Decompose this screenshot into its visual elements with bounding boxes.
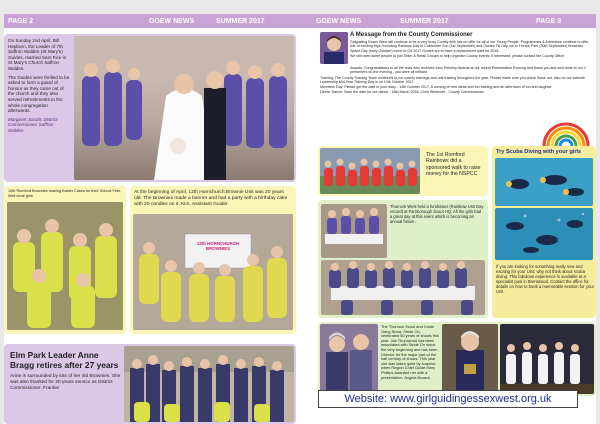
gang-text: The Thurrock Scout and Guide Gang Show, Stride On, celebrated 50 years of shows this year. Jan Thumwood has been associated with Stride On since the very beginning and has been Director for the major part of the half century of shows. This year she was taken quite by surprise when Region Chief Guide Mary Phillips awarded her with a presentation. Angela Broach [381, 324, 439, 380]
header-title: GGEW NEWS [149, 17, 195, 25]
retire-text: Anne is surrounded by lots of her old Brownies. She was also thanked for 20 years service as District Commissioner. Frankie [10, 374, 121, 391]
commissioner-text-6: Dinner Dance: Save the date for our dance - 18th March 2018. Chris Whitmore - County Commissioner [320, 90, 484, 95]
wedding-signature: Margaret Jacobs District Commissioner Saffron Walden [8, 116, 58, 133]
scuba-text: If you are looking for something really new and exciting for your Unit, why not think about scuba diving. This fabulous experience is available at a specialist pool in Brentwood. Contact the office for details on how to book a memorable session for your Unit. [496, 264, 594, 295]
commissioner-portrait [320, 32, 348, 64]
wedding-text: On Sunday 2nd April, Bill Hepburn, the Leader of 7th Saffron Walden (St Mary's) Guides, married Sam Fice in St Mary's Church Saffron Walden. [8, 38, 67, 71]
page-header [4, 14, 300, 28]
retire-photo-illustration [124, 346, 294, 422]
gang-photo-2-illustration [442, 324, 498, 394]
wedding-story [4, 34, 296, 182]
hornchurch-text: At the beginning of April, 12th Hornchurch Brownie Unit was 20 years old. The Brownies made a banner and had a party with a birthday cake with 20 candles on it. Kim, Assistant Guider. [134, 190, 288, 207]
cakes-photo-illustration [7, 202, 123, 330]
gang-photo-1-illustration [320, 324, 378, 394]
scouthall-photo-2-illustration [321, 260, 485, 315]
commissioner-text-2: We still need some people to join Team & Retail Groups to help organise County events. If interested, please contact the County Office. [350, 53, 565, 58]
commissioner-title: A Message from the County Commissioner [350, 32, 473, 38]
website-link[interactable]: Website: www.girlguidingessexwest.org.uk [318, 390, 578, 408]
gang-story [318, 322, 596, 396]
scuba-story [492, 146, 596, 318]
gang-photo-3 [500, 324, 594, 394]
scuba-photo-2-illustration [495, 208, 593, 260]
gang-photo-1 [320, 324, 378, 394]
hornchurch-photo [133, 214, 293, 330]
commissioner-text-5: Members Day: Please get the date in your diary - 14th October 2017. A coming of new ideas and fun training and an afternoon of fun and laughter. [320, 85, 553, 90]
wedding-photo-illustration [74, 36, 294, 180]
scouthall-photo-1-illustration [321, 204, 387, 258]
hornchurch-story [130, 186, 296, 334]
header-issue: SUMMER 2017 [216, 17, 265, 25]
rainbows-text: The 1st Romford Rainbows did a sponsored walk to raise money for the NSPCC [426, 152, 481, 178]
retire-photo [124, 346, 294, 422]
scouthall-story [318, 200, 488, 318]
scouthall-text: Thurrock West held a fundraiser (Rainbow Unit Day record) at Farnborough Scout HQ. All the girls had a great day at this event which is becoming an annual fixture. [390, 204, 484, 224]
retire-title: Elm Park Leader Anne Bragg retires after 27 years [10, 350, 119, 370]
wedding-photo [74, 36, 294, 180]
wedding-text-2: The Guides were thrilled to be asked to form a guard of honour as they came out of the church and they also served refreshments to the whole congregation afterwards. [8, 74, 70, 114]
commissioner-text-3: Awards: Congratulations to all the units who received Jack Petchey Awards at our recent Presentation Evening and thank you and well done to our 4 performers on the evening - you were all brilliant. [350, 66, 586, 75]
scuba-photo-2 [495, 208, 593, 260]
rainbows-photo [320, 148, 420, 194]
rainbows-photo-illustration [320, 148, 420, 194]
scouthall-photo-1 [321, 204, 387, 258]
page-number: PAGE 3 [536, 17, 562, 25]
rainbow-icon [538, 118, 594, 148]
scuba-photo-1 [495, 158, 593, 206]
commissioner-portrait-illustration [320, 32, 348, 64]
birthday-banner: 12th HORNCHURCH BROWNIES [196, 241, 240, 251]
page-3 [300, 14, 596, 424]
scouthall-photo-2 [321, 260, 485, 315]
commissioner-text: Girlguiding Essex West will continue to be a very busy County with lots on offer for all of our Young People. Programmes & Adventure continue to offer lots of exciting trips, including Rainbow Day to Colchester Zoo (1st September) and Guides Tilt Day out to Thorpe Park (30th September) Brownies Space Day (early October) come to Go 2017 Guides are to have a replacement date for 2018. [350, 40, 589, 53]
commissioner-text-4: Training: The County Training Team continues to run county trainings and unit training throughout the year. Please make sure you check these out, also on our website. Leadership Mid-Year Training Day is on 14th October 2017. [320, 75, 586, 84]
page-2 [4, 14, 300, 424]
page-header [300, 14, 596, 28]
retire-story [4, 344, 296, 424]
gang-photo-3-illustration [500, 324, 594, 394]
header-title: GGEW NEWS [316, 17, 362, 25]
cakes-photo [7, 202, 123, 330]
gang-photo-2 [442, 324, 498, 394]
rainbows-story [318, 146, 488, 196]
cakes-caption: 10th Romford Brownies making Easter Cakes for their School Fete. Well done girls [8, 189, 122, 198]
page-number: PAGE 2 [8, 17, 34, 25]
scuba-title: Try Scuba Diving with your girls [496, 149, 582, 155]
scuba-photo-1-illustration [495, 158, 593, 206]
cakes-story [4, 186, 126, 334]
rainbow-clipart [538, 118, 594, 148]
header-issue: SUMMER 2017 [400, 17, 449, 25]
hornchurch-photo-illustration [133, 214, 293, 330]
